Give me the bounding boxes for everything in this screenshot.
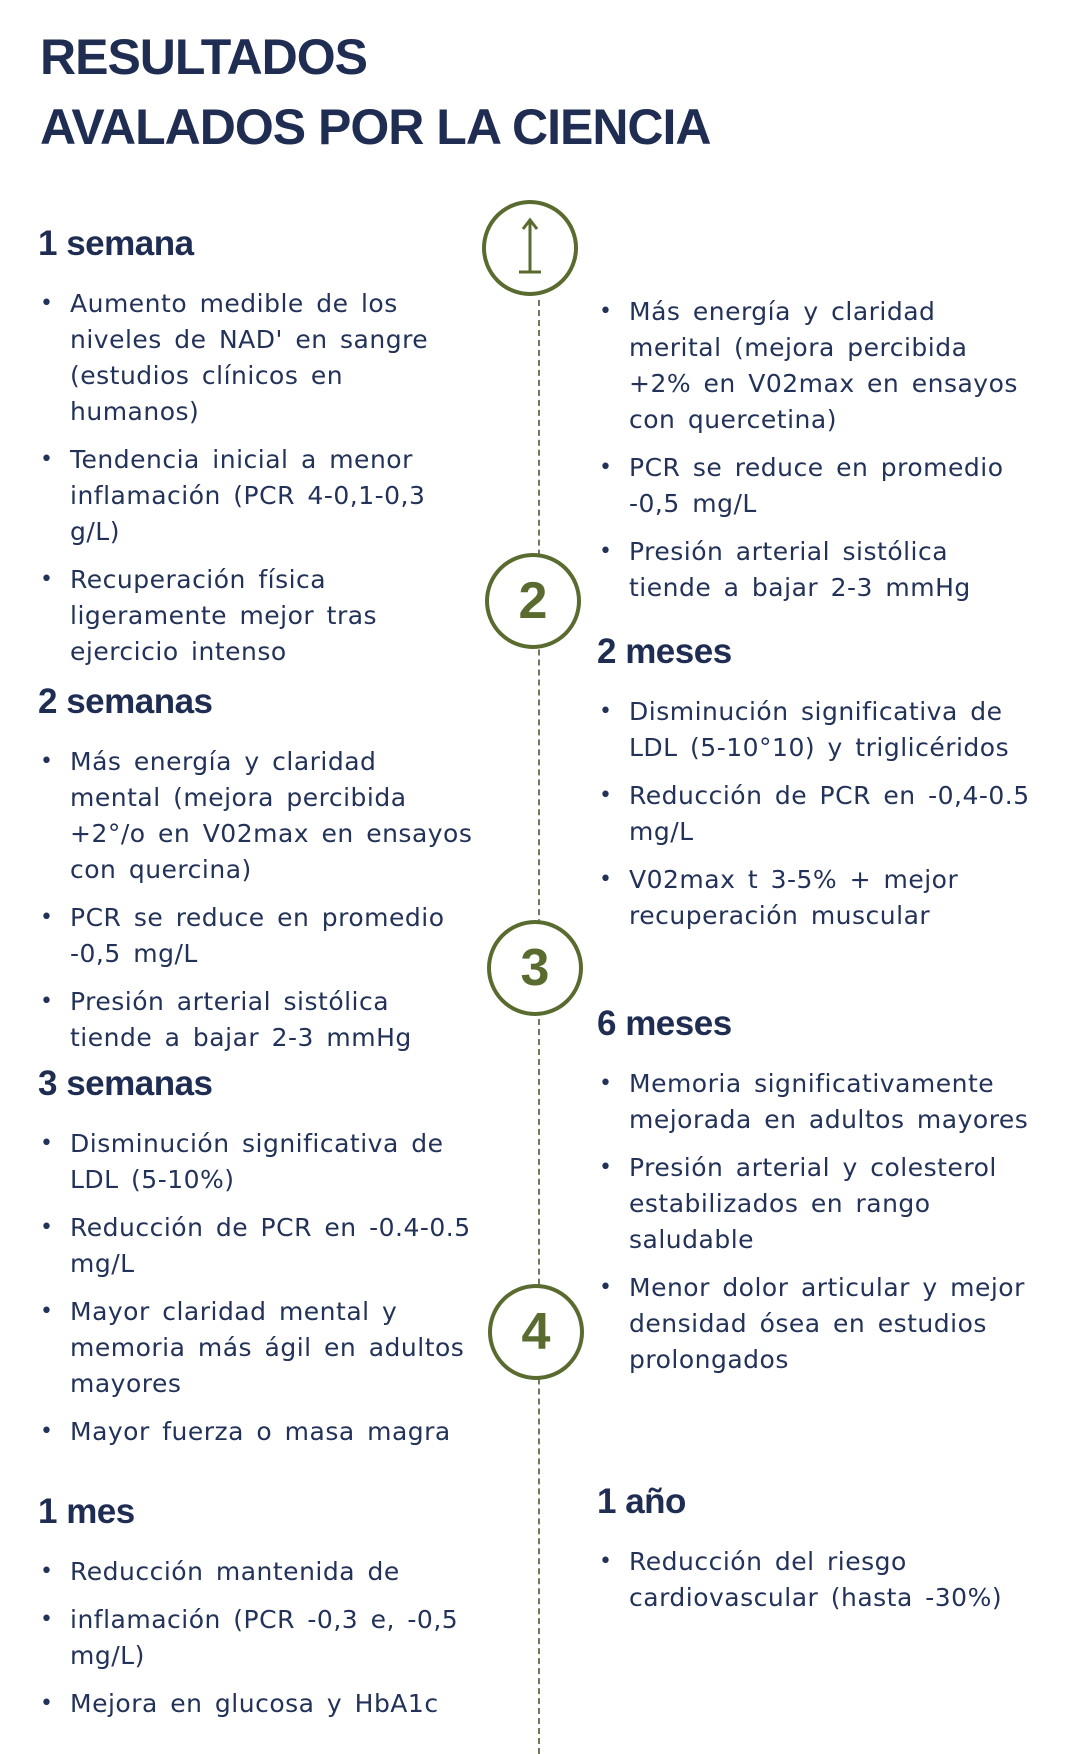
bullet-list: [38, 286, 478, 670]
section-3-semanas: [38, 1062, 478, 1462]
list-item: • Mejora en glucosa y HbA1c: [38, 1686, 478, 1722]
list-item: • Reducción de PCR en -0.4-0.5 mg/L: [38, 1210, 478, 1282]
arrow-up-icon: [486, 204, 574, 292]
bullet-list: [597, 1066, 1037, 1378]
timeline-marker-3: 3: [487, 920, 583, 1016]
section-heading: 2 meses: [597, 632, 732, 671]
timeline-axis: [538, 300, 540, 1754]
bullet-list: [597, 294, 1037, 606]
section-2-semanas: [38, 680, 478, 1068]
list-item: • Reducción de PCR en -0,4-0.5 mg/L: [597, 778, 1037, 850]
bullet-list: [597, 694, 1037, 934]
section-heading: 1 año: [597, 1482, 686, 1521]
timeline-marker-4: 4: [488, 1284, 584, 1380]
list-item: • Más energía y claridad merital (mejora percibida +2% en V02max en ensayos con quercetina): [597, 294, 1037, 438]
list-item: • Presión arterial sistólica tiende a bajar 2-3 mmHg: [597, 534, 1037, 606]
timeline-marker-2: 2: [485, 553, 581, 649]
list-item: • Presión arterial sistólica tiende a bajar 2-3 mmHg: [38, 984, 478, 1056]
list-item: • Reducción del riesgo cardiovascular (hasta -30%): [597, 1544, 1037, 1616]
timeline-marker-start: [482, 200, 578, 296]
page-title-line-2: AVALADOS POR LA CIENCIA: [40, 99, 711, 155]
section-heading: 3 semanas: [38, 1064, 213, 1103]
section-heading: 1 mes: [38, 1492, 135, 1531]
list-item: • Reducción mantenida de: [38, 1554, 478, 1590]
list-item: • Memoria significativamente mejorada en adultos mayores: [597, 1066, 1037, 1138]
list-item: • Recuperación física ligeramente mejor tras ejercicio intenso: [38, 562, 478, 670]
bullet-list: [597, 1544, 1037, 1616]
section-continuation: [597, 294, 1037, 618]
list-item: • Aumento medible de los niveles de NAD' en sangre (estudios clínicos en humanos): [38, 286, 478, 430]
list-item: • Mayor claridad mental y memoria más ágil en adultos mayores: [38, 1294, 478, 1402]
page-title: [40, 22, 711, 162]
bullet-list: [38, 744, 478, 1056]
section-6-meses: [597, 1002, 1037, 1390]
list-item: • Menor dolor articular y mejor densidad ósea en estudios prolongados: [597, 1270, 1037, 1378]
bullet-list: [38, 1554, 478, 1722]
list-item: • Disminución significativa de LDL (5-10°10) y triglicéridos: [597, 694, 1037, 766]
section-1-ano: [597, 1480, 1037, 1628]
page-title-line-1: RESULTADOS: [40, 29, 368, 85]
list-item: • Disminución significativa de LDL (5-10%): [38, 1126, 478, 1198]
section-2-meses: [597, 630, 1037, 946]
list-item: • PCR se reduce en promedio -0,5 mg/L: [38, 900, 478, 972]
section-heading: 1 semana: [38, 224, 194, 263]
list-item: • V02max t 3-5% + mejor recuperación muscular: [597, 862, 1037, 934]
list-item: • PCR se reduce en promedio -0,5 mg/L: [597, 450, 1037, 522]
list-item: • Más energía y claridad mental (mejora percibida +2°/o en V02max en ensayos con quercina): [38, 744, 478, 888]
section-1-mes: [38, 1490, 478, 1734]
section-1-semana: [38, 222, 478, 682]
list-item: • Presión arterial y colesterol estabilizados en rango saludable: [597, 1150, 1037, 1258]
list-item: • Mayor fuerza o masa magra: [38, 1414, 478, 1450]
list-item: • Tendencia inicial a menor inflamación (PCR 4-0,1-0,3 g/L): [38, 442, 478, 550]
section-heading: 2 semanas: [38, 682, 213, 721]
list-item: • inflamación (PCR -0,3 e, -0,5 mg/L): [38, 1602, 478, 1674]
section-heading: 6 meses: [597, 1004, 732, 1043]
bullet-list: [38, 1126, 478, 1450]
